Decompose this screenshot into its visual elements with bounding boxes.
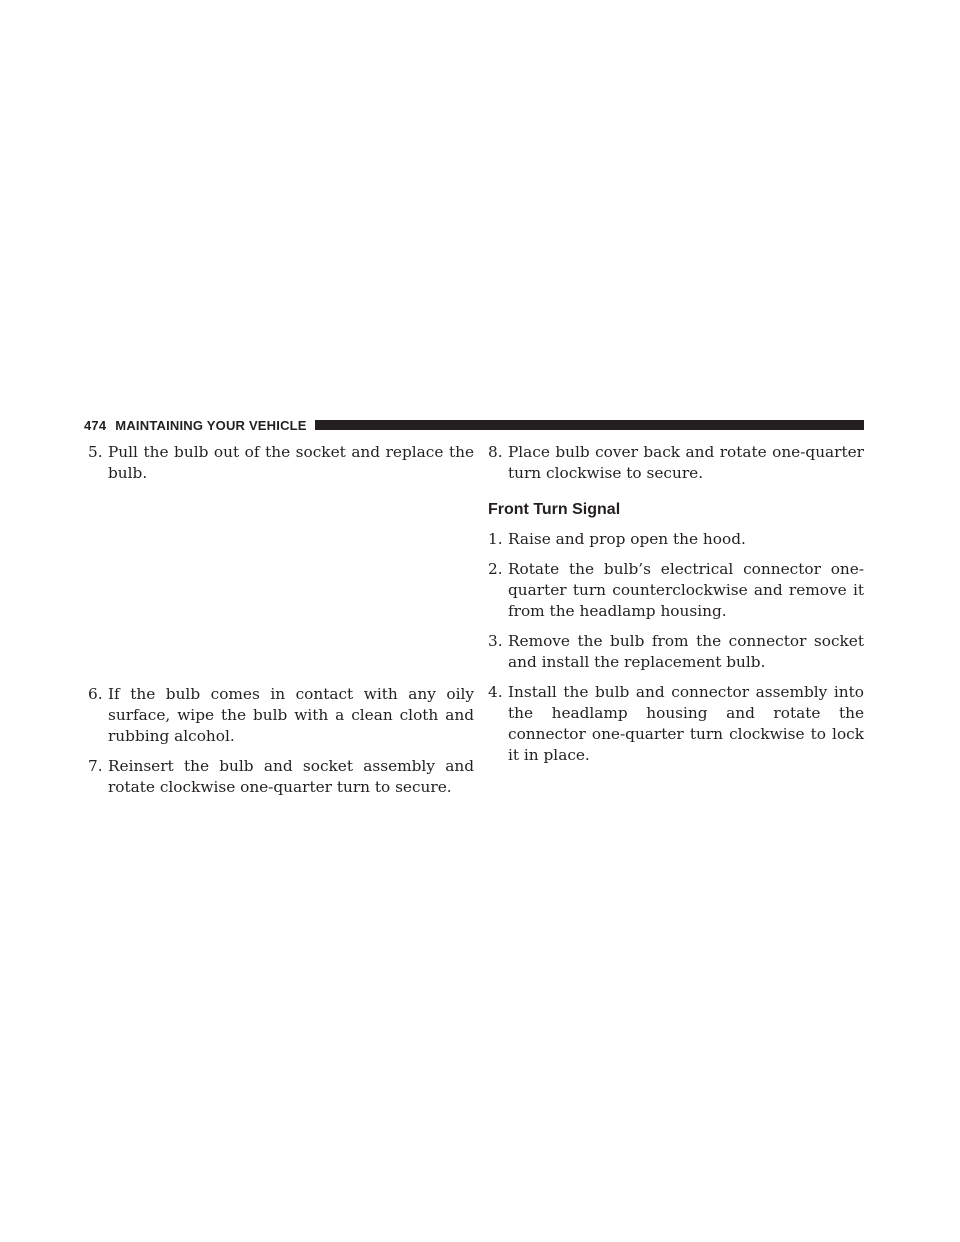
step-text: Install the bulb and connector assembly into the headlamp housing and rotate the connector one-quarter turn clockwise to lock it in place.	[508, 683, 864, 764]
spacer	[488, 673, 864, 682]
step-text: Place bulb cover back and rotate one-quarter turn clockwise to secure.	[508, 443, 864, 482]
left-column	[88, 442, 474, 798]
step-number: 7.	[88, 757, 103, 775]
page-header	[84, 417, 864, 433]
right-column	[488, 442, 864, 766]
step-text: Raise and prop open the hood.	[508, 530, 746, 548]
step-number: 3.	[488, 632, 503, 650]
step-5	[88, 442, 474, 484]
turn-signal-step-4	[488, 682, 864, 766]
turn-signal-step-3	[488, 631, 864, 673]
header-rule	[315, 420, 864, 430]
step-6	[88, 684, 474, 747]
step-text: Rotate the bulb’s electrical connector one-quarter turn counterclockwise and remove it from the headlamp housing.	[508, 560, 864, 620]
step-text: Remove the bulb from the connector socket and install the replacement bulb.	[508, 632, 864, 671]
turn-signal-step-2	[488, 559, 864, 622]
step-number: 2.	[488, 560, 503, 578]
step-number: 4.	[488, 683, 503, 701]
step-text: If the bulb comes in contact with any oily surface, wipe the bulb with a clean cloth and rubbing alcohol.	[108, 685, 474, 745]
step-text: Pull the bulb out of the socket and replace the bulb.	[108, 443, 474, 482]
step-8	[488, 442, 864, 484]
turn-signal-step-1	[488, 529, 864, 550]
section-title: MAINTAINING YOUR VEHICLE	[115, 417, 307, 433]
step-number: 8.	[488, 443, 503, 461]
spacer	[488, 622, 864, 631]
step-number: 6.	[88, 685, 103, 703]
figure-space	[88, 484, 474, 684]
step-7	[88, 756, 474, 798]
step-number: 5.	[88, 443, 103, 461]
spacer	[488, 550, 864, 559]
section-heading: Front Turn Signal	[488, 501, 621, 518]
spacer	[88, 747, 474, 756]
page-number: 474	[84, 417, 107, 433]
step-number: 1.	[488, 530, 503, 548]
step-text: Reinsert the bulb and socket assembly and rotate clockwise one-quarter turn to secure.	[108, 757, 474, 796]
